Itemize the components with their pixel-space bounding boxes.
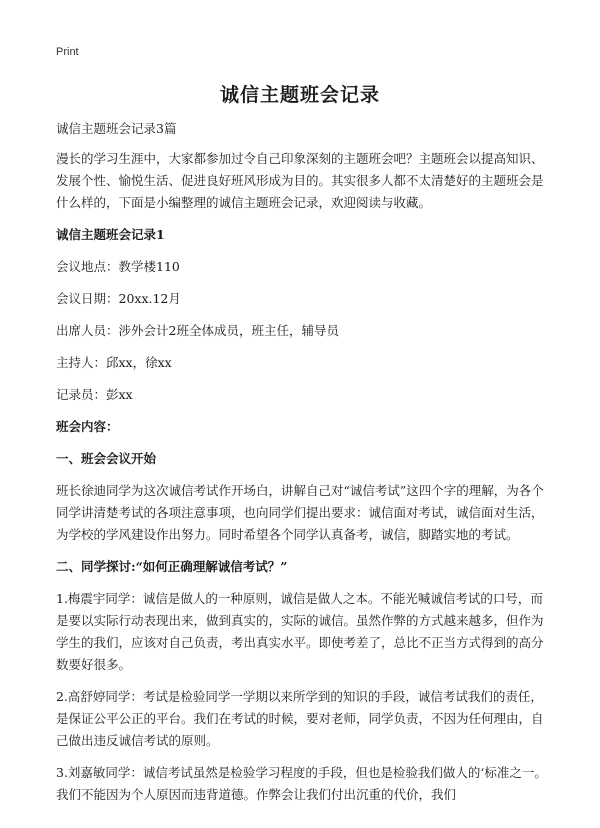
discussion-paragraph-2: 2.高舒婷同学：考试是检验同学一学期以来所学到的知识的手段，诚信考试我们的责任，是保证公平公正的平台。我们在考试的时候，要对老师，同学负责，不因为任何理由，自己做出违反诚信考试的原则。 bbox=[56, 689, 544, 748]
meeting-date: 会议日期：20xx.12月 bbox=[56, 291, 181, 306]
document-body bbox=[56, 118, 548, 816]
meeting-recorder: 记录员：彭xx bbox=[56, 387, 133, 402]
record-heading: 诚信主题班会记录1 bbox=[56, 227, 165, 242]
discussion-paragraph-1: 1.梅震宇同学：诚信是做人的一种原则，诚信是做人之本。不能光喊诚信考试的口号，而是要以实际行动表现出来，做到真实的，实际的诚信。虽然作弊的方式越来越多，但作为学生的我们，应该对自己负责，考出真实水平。即使考差了，总比不正当方式得到的高分数要好很多。 bbox=[56, 591, 544, 672]
content-heading: 班会内容： bbox=[56, 419, 119, 434]
print-link[interactable]: Print bbox=[56, 46, 79, 58]
document-subtitle: 诚信主题班会记录3篇 bbox=[56, 121, 177, 136]
section-1-heading: 一、班会会议开始 bbox=[56, 451, 157, 466]
section-1-paragraph: 班长徐迪同学为这次诚信考试作开场白，讲解自己对“诚信考试”这四个字的理解，为各个同学讲清楚考试的各项注意事项，也向同学们提出要求：诚信面对考试，诚信面对生活，为学校的学风建设作出努力。同时希望各个同学认真备考，诚信，脚踏实地的考试。 bbox=[56, 483, 544, 542]
discussion-paragraph-3: 3.刘嘉敏同学：诚信考试虽然是检验学习程度的手段，但也是检验我们做人的‘标准之一。我们不能因为个人原因而违背道德。作弊会让我们付出沉重的代价，我们 bbox=[56, 765, 547, 802]
meeting-attendees: 出席人员：涉外会计2班全体成员，班主任，辅导员 bbox=[56, 323, 339, 338]
intro-paragraph: 漫长的学习生涯中，大家都参加过令自己印象深刻的主题班会吧？主题班会以提高知识、发展个性、愉悦生活、促进良好班风形成为目的。其实很多人都不太清楚好的主题班会是什么样的，下面是小编整理的诚信主题班会记录，欢迎阅读与收藏。 bbox=[56, 151, 544, 210]
meeting-location: 会议地点：教学楼110 bbox=[56, 259, 180, 274]
page-title: 诚信主题班会记录 bbox=[219, 84, 380, 106]
section-2-heading: 二、同学探讨:“如何正确理解诚信考试？” bbox=[56, 559, 288, 574]
meeting-host: 主持人：邱xx，徐xx bbox=[56, 355, 172, 370]
